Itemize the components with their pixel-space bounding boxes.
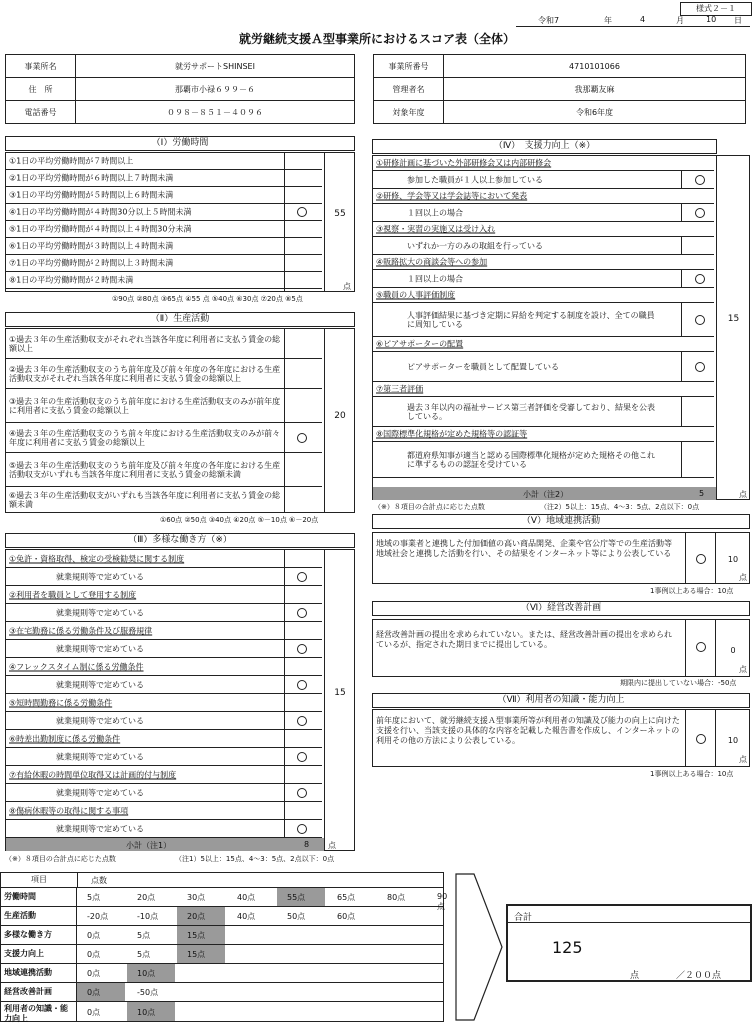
sec3-item-sub: 就業規則等で定めている xyxy=(56,716,144,725)
summary-cell: 30点 xyxy=(187,893,206,902)
sec3-sub-row xyxy=(6,568,322,586)
sec6-title: （Ⅵ）経営改善計画 xyxy=(372,601,750,616)
sec3-score: 15 xyxy=(334,688,346,698)
check-circle-icon xyxy=(297,608,307,618)
summary-cell: 0点 xyxy=(87,988,101,997)
sec1-score: 55 xyxy=(334,209,346,219)
sec3-item-head: ③在宅勤務に係る労働条件及び服務規律 xyxy=(9,626,153,635)
sec4-item-head: ⑥ピアサポーターの配置 xyxy=(376,339,464,349)
sec7-note: 1事例以上ある場合：10点 xyxy=(650,770,734,778)
summary-cell: 50点 xyxy=(287,912,306,921)
total-unit: 点 xyxy=(630,971,640,981)
sec1-item-label: ⑦1日の平均労働時間が２時間以上３時間未満 xyxy=(9,258,174,268)
sec3-title: （Ⅲ）多様な働き方（※） xyxy=(5,533,355,548)
total-max: ／２００点 xyxy=(676,971,722,981)
summary-cell: 20点 xyxy=(137,893,156,902)
check-circle-icon xyxy=(696,554,706,564)
check-circle-icon xyxy=(297,716,307,726)
info-right-table xyxy=(373,54,746,124)
sec4-subtotal: 5 xyxy=(699,489,705,498)
sec6-box xyxy=(372,619,750,677)
summary-row-label: 多様な働き方 xyxy=(1,926,77,945)
sec1-item-label: ⑤1日の平均労働時間が４時間以上４時間30分未満 xyxy=(9,224,192,234)
page-title: 就労継続支援Ａ型事業所におけるスコア表（全体） xyxy=(238,32,515,46)
summary-cell: 15点 xyxy=(187,931,206,940)
sec3-item-head: ④フレックスタイム制に係る労働条件 xyxy=(9,662,144,671)
info-value: 那覇市小禄６９９－６ xyxy=(76,78,355,101)
sec3-item-head: ⑧傷病休暇等の取得に関する事項 xyxy=(9,806,129,815)
sec4-note-right: （注2）5以上：15点、4～3：5点、2点以下：0点 xyxy=(540,503,700,511)
sec3-sub-row xyxy=(6,712,322,730)
sec4-item-sub: 人事評価結果に基づき定期に昇給を判定する制度を設け、全ての職員に周知している xyxy=(407,310,655,329)
sec4-item-head: ④販路拡大の商談会等への参加 xyxy=(376,257,488,267)
sec4-item-head: ②研修、学会等又は学会誌等において発表 xyxy=(376,191,528,201)
summary-cell: -10点 xyxy=(137,912,159,921)
check-circle-icon xyxy=(297,207,307,217)
sec5-title: （Ⅴ）地域連携活動 xyxy=(372,514,750,529)
sec4-sub-row xyxy=(373,352,714,382)
sec4-item-head: ⑧国際標準化規格が定めた規格等の認証等 xyxy=(376,429,528,439)
sec7-score: 10 xyxy=(727,736,739,745)
arrow-icon xyxy=(454,872,504,1022)
sec2-title: （Ⅱ）生産活動 xyxy=(5,312,355,327)
sec4-sub-row xyxy=(373,303,714,337)
sec2-row xyxy=(6,453,322,487)
sec1-row xyxy=(6,204,322,221)
sec4-sub-row xyxy=(373,171,714,189)
sec6-unit: 点 xyxy=(739,665,747,674)
summary-cell: 15点 xyxy=(187,950,206,959)
sec6-note: 期限内に提出していない場合：-50点 xyxy=(620,679,737,687)
summary-head-item: 項目 xyxy=(1,873,78,888)
sec4-title: （Ⅳ） 支援力向上（※） xyxy=(372,139,717,154)
sec3-sub-row xyxy=(6,784,322,802)
sec3-head-row xyxy=(6,586,322,604)
total-label: 合計 xyxy=(514,913,533,923)
sec4-sub-row xyxy=(373,270,714,288)
info-value: 我那覇友麻 xyxy=(444,78,746,101)
summary-row-label: 労働時間 xyxy=(1,888,77,907)
sec1-legend: ①90点 ②80点 ③65点 ④55 点 ⑤40点 ⑥30点 ⑦20点 ⑧5点 xyxy=(112,295,303,303)
sec2-item-label: ①過去３年の生産活動収支がそれぞれ当該各年度に利用者に支払う賃金の総額以上 xyxy=(9,334,281,353)
sec1-row xyxy=(6,272,322,289)
check-circle-icon xyxy=(297,433,307,443)
sec3-item-sub: 就業規則等で定めている xyxy=(56,680,144,689)
sec3-sub-row xyxy=(6,604,322,622)
sec4-item-head: ③視察・実習の実施又は受け入れ xyxy=(376,224,496,234)
sec1-item-label: ⑥1日の平均労働時間が３時間以上４時間未満 xyxy=(9,241,174,251)
sec6-text: 経営改善計画の提出を求められていない。または、経営改善計画の提出を求められているが、指定された期日までに提出している。 xyxy=(376,630,672,649)
total-value: 125 xyxy=(552,938,583,957)
summary-cell: 5点 xyxy=(137,950,151,959)
summary-cell: 0点 xyxy=(87,950,101,959)
summary-row-label: 生産活動 xyxy=(1,907,77,926)
sec3-head-row xyxy=(6,622,322,640)
sec4-head-row xyxy=(373,156,714,171)
check-circle-icon xyxy=(695,315,705,325)
sec4-subtotal-label: 小計（注2） xyxy=(523,490,569,499)
sec2-row xyxy=(6,487,322,513)
sec2-item-label: ④過去３年の生産活動収支のうち前々年度における生産活動収支のみが前々年度に利用者に支払う賃金の総額以上 xyxy=(9,428,281,447)
check-circle-icon xyxy=(297,680,307,690)
sec4-item-head: ①研修計画に基づいた外部研修会又は内部研修会 xyxy=(376,158,552,168)
sec3-item-sub: 就業規則等で定めている xyxy=(56,608,144,617)
sec1-item-label: ①1日の平均労働時間が７時間以上 xyxy=(9,156,134,166)
sec3-head-row xyxy=(6,730,322,748)
sec3-item-head: ⑥時差出勤制度に係る労働条件 xyxy=(9,734,121,743)
sec3-unit: 点 xyxy=(328,841,336,850)
sec1-unit: 点 xyxy=(343,282,351,291)
sec3-item-head: ①免許・資格取得、検定の受検勧奨に関する制度 xyxy=(9,554,185,563)
summary-cell: -50点 xyxy=(137,988,159,997)
sec3-head-row xyxy=(6,550,322,568)
sec3-head-row xyxy=(6,658,322,676)
info-label: 事業所名 xyxy=(6,55,76,78)
check-circle-icon xyxy=(695,175,705,185)
sec2-item-label: ⑥過去３年の生産活動収支がいずれも当該各年度に利用者に支払う賃金の総額未満 xyxy=(9,491,281,509)
sec4-sub-row xyxy=(373,397,714,427)
sec1-row xyxy=(6,238,322,255)
sec4-sub-row xyxy=(373,442,714,478)
sec4-head-row xyxy=(373,337,714,352)
info-value: 4710101066 xyxy=(444,55,746,78)
info-value: 令和6年度 xyxy=(444,101,746,124)
summary-cell: 0点 xyxy=(87,1007,101,1017)
sec7-title: （Ⅶ）利用者の知識・能力向上 xyxy=(372,693,750,708)
date-line: 令和7 年 4 月 10 日 xyxy=(516,14,750,27)
sec2-table xyxy=(5,328,355,513)
sec3-sub-row xyxy=(6,676,322,694)
form-label: 様式２－１ xyxy=(680,2,752,16)
sec3-subtotal: 8 xyxy=(304,840,310,849)
sec4-item-sub: 都道府県知事が適当と認める国際標準化規格が定めた規格その他これに準ずるものの認証を受けている xyxy=(407,450,655,469)
summary-cell: 40点 xyxy=(237,893,256,902)
sec3-subtotal-label: 小計（注1） xyxy=(126,841,172,850)
sec6-score: 0 xyxy=(730,646,736,655)
sec2-item-label: ⑤過去３年の生産活動収支のうち前年度及び前々年度の各年度における生産活動収支がいずれも当該各年度に利用者に支払う賃金の総額未満 xyxy=(9,460,281,479)
sec1-item-label: ②1日の平均労働時間が６時間以上７時間未満 xyxy=(9,173,174,183)
summary-row-label: 地域連携活動 xyxy=(1,964,77,983)
info-label: 対象年度 xyxy=(374,101,444,124)
summary-cell: 55点 xyxy=(287,893,306,902)
sec4-head-row xyxy=(373,222,714,237)
sec2-score: 20 xyxy=(334,411,346,421)
sec4-item-sub: いずれか一方のみの取組を行っている xyxy=(407,241,543,250)
sec4-item-sub: １回以上の場合 xyxy=(407,274,463,283)
sec4-item-head: ⑤職員の人事評価制度 xyxy=(376,290,456,300)
check-circle-icon xyxy=(696,642,706,652)
summary-table xyxy=(0,872,448,1023)
check-circle-icon xyxy=(297,824,307,834)
summary-cell: 0点 xyxy=(87,969,101,978)
sec3-sub-row xyxy=(6,820,322,838)
summary-cell: 60点 xyxy=(337,912,356,921)
info-value: ０９８－８５１－４０９６ xyxy=(76,101,355,124)
summary-row-label: 利用者の知識・能力向上 xyxy=(1,1002,77,1021)
sec4-head-row xyxy=(373,382,714,397)
sec3-note-left: （※）８項目の合計点に応じた点数 xyxy=(5,855,116,863)
sec4-item-sub: ピアサポーターを職員として配置している xyxy=(407,362,559,371)
sec3-item-head: ⑤短時間勤務に係る労働条件 xyxy=(9,698,113,707)
summary-cell: 90点 xyxy=(437,892,448,911)
check-circle-icon xyxy=(695,208,705,218)
sec7-unit: 点 xyxy=(739,755,747,764)
sec5-box xyxy=(372,532,750,584)
sec5-unit: 点 xyxy=(739,573,747,582)
sec1-title: （Ⅰ）労働時間 xyxy=(5,136,355,151)
sec1-table xyxy=(5,152,355,292)
sec2-item-label: ③過去３年の生産活動収支のうち前年度における生産活動収支のみが前年度に利用者に支払う賃金の総額以上 xyxy=(9,396,281,415)
summary-cell: 80点 xyxy=(387,893,406,902)
sec4-note-left: （※）８項目の合計点に応じた点数 xyxy=(374,503,485,511)
sec3-head-row xyxy=(6,766,322,784)
summary-row-label: 支援力向上 xyxy=(1,945,77,964)
sec4-head-row xyxy=(373,255,714,270)
sec5-score: 10 xyxy=(727,555,739,564)
summary-cell: 20点 xyxy=(187,912,206,921)
sec1-item-label: ⑧1日の平均労働時間が２時間未満 xyxy=(9,275,134,285)
sec7-box xyxy=(372,709,750,767)
sec4-sub-row xyxy=(373,204,714,222)
sec7-text: 前年度において、就労継続支援Ａ型事業所等が利用者の知識及び能力の向上に向けた支援を行い、当該支援の具体的な内容を記載した報告書を作成し、インターネットの利用その他の方法により公表している。 xyxy=(376,716,680,745)
sec4-item-sub: １回以上の場合 xyxy=(407,208,463,217)
check-circle-icon xyxy=(696,734,706,744)
summary-cell: -20点 xyxy=(87,912,109,921)
check-circle-icon xyxy=(695,362,705,372)
info-label: 管理者名 xyxy=(374,78,444,101)
sec2-row xyxy=(6,329,322,359)
summary-selected-cell xyxy=(77,983,125,1001)
sec3-item-sub: 就業規則等で定めている xyxy=(56,644,144,653)
sec3-head-row xyxy=(6,802,322,820)
sec4-unit: 点 xyxy=(739,490,747,499)
summary-head-points: 点数 xyxy=(91,876,107,885)
sec4-score: 15 xyxy=(727,314,740,324)
sec3-item-sub: 就業規則等で定めている xyxy=(56,572,144,581)
sec1-row xyxy=(6,187,322,204)
info-left-table xyxy=(5,54,355,124)
sec4-head-row xyxy=(373,288,714,303)
sec4-item-sub: 参加した職員が１人以上参加している xyxy=(407,175,543,184)
sec4-head-row xyxy=(373,427,714,442)
check-circle-icon xyxy=(297,752,307,762)
sec2-legend: ①60点 ②50点 ③40点 ④20点 ⑤－10点 ⑥－20点 xyxy=(160,516,319,524)
sec5-note: 1事例以上ある場合：10点 xyxy=(650,587,734,595)
sec3-item-sub: 就業規則等で定めている xyxy=(56,752,144,761)
sec3-item-head: ⑦有給休暇の時間単位取得又は計画的付与制度 xyxy=(9,770,177,779)
summary-cell: 5点 xyxy=(137,931,151,940)
summary-cell: 5点 xyxy=(87,893,101,902)
info-value: 就労サポートSHINSEI xyxy=(76,55,355,78)
summary-cell: 40点 xyxy=(237,912,256,921)
check-circle-icon xyxy=(297,788,307,798)
info-label: 事業所番号 xyxy=(374,55,444,78)
sec2-item-label: ②過去３年の生産活動収支のうち前年度及び前々年度の各年度における生産活動収支がそれぞれ当該各年度に利用者に支払う賃金の総額以上 xyxy=(9,364,281,383)
sec3-table xyxy=(5,549,355,851)
sec1-row xyxy=(6,255,322,272)
total-box xyxy=(506,904,752,982)
summary-cell: 10点 xyxy=(137,969,156,978)
sec1-row xyxy=(6,170,322,187)
summary-cell: 10点 xyxy=(137,1007,156,1017)
summary-row-label: 経営改善計画 xyxy=(1,983,77,1002)
sec1-item-label: ④1日の平均労働時間が４時間30分以上５時間未満 xyxy=(9,207,192,217)
sec2-row xyxy=(6,423,322,453)
sec4-head-row xyxy=(373,189,714,204)
check-circle-icon xyxy=(695,274,705,284)
sec1-row xyxy=(6,221,322,238)
sec3-sub-row xyxy=(6,748,322,766)
check-circle-icon xyxy=(297,644,307,654)
sec3-item-sub: 就業規則等で定めている xyxy=(56,824,144,833)
sec1-row xyxy=(6,153,322,170)
sec3-item-head: ②利用者を職員として登用する制度 xyxy=(9,590,137,599)
sec4-sub-row xyxy=(373,237,714,255)
sec2-row xyxy=(6,359,322,389)
info-label: 電話番号 xyxy=(6,101,76,124)
sec4-table xyxy=(372,155,750,500)
check-circle-icon xyxy=(297,572,307,582)
sec2-row xyxy=(6,389,322,423)
sec1-item-label: ③1日の平均労働時間が５時間以上６時間未満 xyxy=(9,190,174,200)
sec4-item-sub: 過去３年以内の福祉サービス第三者評価を受審しており、結果を公表している。 xyxy=(407,402,655,421)
sec3-head-row xyxy=(6,694,322,712)
sec3-note-right: （注1）5以上：15点、4～3：5点、2点以下：0点 xyxy=(175,855,335,863)
summary-cell: 65点 xyxy=(337,893,356,902)
sec3-item-sub: 就業規則等で定めている xyxy=(56,788,144,797)
info-label: 住 所 xyxy=(6,78,76,101)
sec4-item-head: ⑦第三者評価 xyxy=(376,384,424,394)
summary-cell: 0点 xyxy=(87,931,101,940)
sec5-text: 地域の事業者と連携した付加価値の高い商品開発、企業や官公庁等での生産活動等地域社会と連携した活動を行い、その結果をインターネット等により公表している xyxy=(376,539,672,558)
sec3-sub-row xyxy=(6,640,322,658)
